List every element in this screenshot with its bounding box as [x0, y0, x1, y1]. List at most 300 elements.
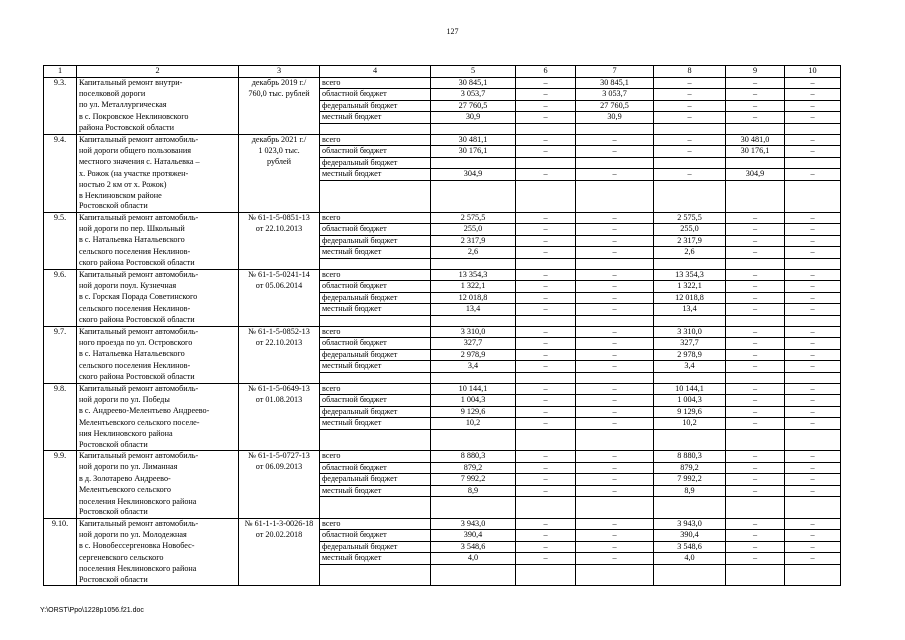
- value-cell: [785, 315, 841, 326]
- value-cell: [516, 315, 576, 326]
- value-cell: [576, 180, 654, 191]
- object-description: Капитальный ремонт внутри-: [77, 77, 239, 89]
- table-row: [44, 224, 841, 236]
- document-reference: [239, 553, 320, 565]
- funding-source: всего: [320, 451, 431, 463]
- funding-source: [320, 372, 431, 383]
- value-cell: –: [785, 77, 841, 89]
- funding-source: всего: [320, 77, 431, 89]
- value-cell: [654, 157, 726, 169]
- value-cell: 7 992,2: [431, 474, 516, 486]
- table-row: [44, 518, 841, 530]
- document-reference: [239, 258, 320, 269]
- item-number: [44, 429, 77, 440]
- value-cell: –: [576, 134, 654, 146]
- value-cell: –: [785, 383, 841, 395]
- funding-source: [320, 497, 431, 508]
- value-cell: –: [516, 383, 576, 395]
- table-row: [44, 100, 841, 112]
- item-number: [44, 89, 77, 101]
- item-number: [44, 201, 77, 212]
- object-description: Мелентьевского сельского поселе-: [77, 418, 239, 430]
- value-cell: [785, 372, 841, 383]
- value-cell: 3 053,7: [576, 89, 654, 101]
- item-number: [44, 304, 77, 316]
- document-reference: 1 023,0 тыс.: [239, 146, 320, 158]
- value-cell: [785, 180, 841, 191]
- value-cell: [431, 157, 516, 169]
- value-cell: 3 053,7: [431, 89, 516, 101]
- value-cell: –: [516, 89, 576, 101]
- item-number: 9.3.: [44, 77, 77, 89]
- object-description: Ростовской области: [77, 440, 239, 451]
- value-cell: –: [576, 518, 654, 530]
- object-description: Капитальный ремонт автомобиль-: [77, 134, 239, 146]
- value-cell: [516, 507, 576, 518]
- document-reference: от 20.02.2018: [239, 530, 320, 542]
- funding-source: областной бюджет: [320, 146, 431, 158]
- value-cell: –: [516, 553, 576, 565]
- value-cell: –: [654, 100, 726, 112]
- value-cell: 10 144,1: [431, 383, 516, 395]
- value-cell: [654, 575, 726, 586]
- table-row: [44, 191, 841, 202]
- value-cell: 13 354,3: [431, 269, 516, 281]
- value-cell: 10,2: [431, 418, 516, 430]
- value-cell: 27 760,5: [431, 100, 516, 112]
- value-cell: [785, 440, 841, 451]
- item-number: [44, 191, 77, 202]
- value-cell: 1 004,3: [654, 395, 726, 407]
- item-number: 9.5.: [44, 212, 77, 224]
- funding-source: всего: [320, 269, 431, 281]
- value-cell: [785, 201, 841, 212]
- value-cell: –: [726, 235, 785, 247]
- value-cell: [431, 201, 516, 212]
- value-cell: [785, 564, 841, 575]
- item-number: [44, 372, 77, 383]
- object-description: ной дороги по ул. Лиманная: [77, 462, 239, 474]
- file-path-footer: Y:\ORST\Ppo\1228p1056.f21.doc: [40, 607, 144, 614]
- funding-source: местный бюджет: [320, 169, 431, 181]
- document-reference: № 61-1-5-0852-13: [239, 326, 320, 338]
- document-reference: 760,0 тыс. рублей: [239, 89, 320, 101]
- value-cell: –: [785, 451, 841, 463]
- column-number-1: 1: [44, 66, 77, 78]
- value-cell: –: [726, 361, 785, 373]
- value-cell: [516, 157, 576, 169]
- item-number: [44, 281, 77, 293]
- value-cell: –: [576, 395, 654, 407]
- value-cell: –: [785, 530, 841, 542]
- value-cell: –: [576, 462, 654, 474]
- object-description: Капитальный ремонт автомобиль-: [77, 383, 239, 395]
- value-cell: –: [726, 281, 785, 293]
- funding-source: местный бюджет: [320, 553, 431, 565]
- value-cell: –: [576, 530, 654, 542]
- value-cell: –: [726, 100, 785, 112]
- funding-source: областной бюджет: [320, 89, 431, 101]
- value-cell: –: [785, 338, 841, 350]
- funding-source: местный бюджет: [320, 361, 431, 373]
- value-cell: –: [785, 361, 841, 373]
- value-cell: –: [785, 474, 841, 486]
- budget-table: [43, 65, 841, 586]
- value-cell: –: [576, 485, 654, 497]
- value-cell: [654, 258, 726, 269]
- item-number: [44, 406, 77, 418]
- value-cell: 30 176,1: [726, 146, 785, 158]
- object-description: ной дороги общего пользования: [77, 146, 239, 158]
- value-cell: 30,9: [431, 112, 516, 124]
- item-number: [44, 395, 77, 407]
- funding-source: федеральный бюджет: [320, 157, 431, 169]
- value-cell: –: [726, 553, 785, 565]
- value-cell: 10,2: [654, 418, 726, 430]
- value-cell: –: [516, 212, 576, 224]
- value-cell: –: [516, 281, 576, 293]
- value-cell: –: [516, 134, 576, 146]
- value-cell: –: [726, 349, 785, 361]
- item-number: [44, 440, 77, 451]
- value-cell: –: [654, 146, 726, 158]
- column-number-5: 5: [431, 66, 516, 78]
- item-number: [44, 180, 77, 191]
- value-cell: –: [516, 338, 576, 350]
- table-row: [44, 169, 841, 181]
- table-header-row: [44, 66, 841, 78]
- value-cell: –: [726, 518, 785, 530]
- table-row: [44, 112, 841, 124]
- document-reference: декабрь 2021 г./: [239, 134, 320, 146]
- funding-source: местный бюджет: [320, 112, 431, 124]
- item-number: 9.6.: [44, 269, 77, 281]
- value-cell: 3 310,0: [431, 326, 516, 338]
- value-cell: –: [516, 169, 576, 181]
- column-number-6: 6: [516, 66, 576, 78]
- value-cell: [516, 440, 576, 451]
- value-cell: –: [654, 112, 726, 124]
- funding-source: областной бюджет: [320, 462, 431, 474]
- document-reference: [239, 247, 320, 259]
- table-row: [44, 77, 841, 89]
- table-row: [44, 123, 841, 134]
- value-cell: [431, 507, 516, 518]
- value-cell: [516, 201, 576, 212]
- value-cell: 2 978,9: [431, 349, 516, 361]
- value-cell: –: [785, 292, 841, 304]
- value-cell: –: [785, 406, 841, 418]
- object-description: в с. Натальевка Натальевского: [77, 235, 239, 247]
- object-description: в с. Натальевка Натальевского: [77, 349, 239, 361]
- value-cell: 2,6: [654, 247, 726, 259]
- document-reference: [239, 507, 320, 518]
- value-cell: –: [516, 451, 576, 463]
- value-cell: [726, 315, 785, 326]
- item-number: 9.4.: [44, 134, 77, 146]
- value-cell: –: [785, 395, 841, 407]
- value-cell: [654, 507, 726, 518]
- table-row: [44, 292, 841, 304]
- table-row: [44, 157, 841, 169]
- item-number: [44, 349, 77, 361]
- value-cell: 3 548,6: [431, 541, 516, 553]
- column-number-4: 4: [320, 66, 431, 78]
- object-description: Капитальный ремонт автомобиль-: [77, 518, 239, 530]
- item-number: [44, 361, 77, 373]
- value-cell: [654, 440, 726, 451]
- table-row: [44, 541, 841, 553]
- value-cell: –: [576, 451, 654, 463]
- table-row: [44, 326, 841, 338]
- value-cell: –: [785, 269, 841, 281]
- value-cell: [654, 201, 726, 212]
- table-row: [44, 429, 841, 440]
- value-cell: 2 317,9: [654, 235, 726, 247]
- value-cell: –: [726, 247, 785, 259]
- value-cell: 13 354,3: [654, 269, 726, 281]
- document-reference: [239, 564, 320, 575]
- item-number: [44, 564, 77, 575]
- table-row: [44, 258, 841, 269]
- object-description: в с. Новобессергеновка Новобес-: [77, 541, 239, 553]
- value-cell: –: [576, 292, 654, 304]
- item-number: [44, 507, 77, 518]
- document-reference: [239, 541, 320, 553]
- value-cell: 879,2: [431, 462, 516, 474]
- funding-source: [320, 440, 431, 451]
- table-row: [44, 361, 841, 373]
- object-description: Ростовской области: [77, 201, 239, 212]
- document-reference: декабрь 2019 г./: [239, 77, 320, 89]
- value-cell: 4,0: [654, 553, 726, 565]
- table-row: [44, 338, 841, 350]
- value-cell: –: [576, 269, 654, 281]
- funding-source: всего: [320, 134, 431, 146]
- object-description: местного значения с. Натальевка –: [77, 157, 239, 169]
- value-cell: 3 548,6: [654, 541, 726, 553]
- value-cell: –: [785, 462, 841, 474]
- document-reference: № 61-1-1-3-0026-18: [239, 518, 320, 530]
- document-reference: рублей: [239, 157, 320, 169]
- table-row: [44, 440, 841, 451]
- item-number: [44, 462, 77, 474]
- value-cell: 10 144,1: [654, 383, 726, 395]
- document-reference: [239, 418, 320, 430]
- value-cell: [654, 180, 726, 191]
- item-number: [44, 169, 77, 181]
- value-cell: –: [576, 224, 654, 236]
- value-cell: [516, 372, 576, 383]
- object-description: сельского поселения Неклинов-: [77, 247, 239, 259]
- value-cell: –: [576, 281, 654, 293]
- value-cell: –: [785, 541, 841, 553]
- value-cell: [576, 564, 654, 575]
- value-cell: [431, 191, 516, 202]
- table-row: [44, 281, 841, 293]
- object-description: Мелентьевского сельского: [77, 485, 239, 497]
- item-number: [44, 100, 77, 112]
- value-cell: [576, 440, 654, 451]
- value-cell: 9 129,6: [654, 406, 726, 418]
- value-cell: 879,2: [654, 462, 726, 474]
- document-reference: [239, 440, 320, 451]
- value-cell: [726, 372, 785, 383]
- value-cell: 8 880,3: [431, 451, 516, 463]
- object-description: сельского поселения Неклинов-: [77, 304, 239, 316]
- value-cell: [785, 258, 841, 269]
- document-reference: № 61-1-5-0241-14: [239, 269, 320, 281]
- value-cell: –: [576, 146, 654, 158]
- funding-source: [320, 564, 431, 575]
- value-cell: 1 322,1: [431, 281, 516, 293]
- object-description: Ростовской области: [77, 575, 239, 586]
- value-cell: –: [576, 406, 654, 418]
- object-description: ского района Ростовской области: [77, 372, 239, 383]
- item-number: [44, 315, 77, 326]
- document-reference: от 01.08.2013: [239, 395, 320, 407]
- value-cell: 4,0: [431, 553, 516, 565]
- value-cell: [516, 497, 576, 508]
- table-row: [44, 395, 841, 407]
- value-cell: [431, 497, 516, 508]
- value-cell: 327,7: [654, 338, 726, 350]
- value-cell: –: [576, 541, 654, 553]
- table-row: [44, 485, 841, 497]
- table-row: [44, 89, 841, 101]
- funding-source: федеральный бюджет: [320, 292, 431, 304]
- table-row: [44, 406, 841, 418]
- value-cell: [785, 507, 841, 518]
- value-cell: 30 176,1: [431, 146, 516, 158]
- value-cell: –: [726, 383, 785, 395]
- object-description: Капитальный ремонт автомобиль-: [77, 212, 239, 224]
- value-cell: [654, 191, 726, 202]
- item-number: [44, 541, 77, 553]
- item-number: [44, 497, 77, 508]
- value-cell: [726, 123, 785, 134]
- table-row: [44, 269, 841, 281]
- value-cell: –: [516, 269, 576, 281]
- value-cell: [726, 157, 785, 169]
- funding-source: местный бюджет: [320, 485, 431, 497]
- value-cell: –: [726, 338, 785, 350]
- value-cell: –: [785, 553, 841, 565]
- item-number: [44, 112, 77, 124]
- value-cell: [785, 429, 841, 440]
- value-cell: –: [726, 530, 785, 542]
- funding-source: всего: [320, 518, 431, 530]
- value-cell: –: [654, 134, 726, 146]
- value-cell: –: [576, 361, 654, 373]
- funding-source: [320, 507, 431, 518]
- object-description: в Неклиновском районе: [77, 191, 239, 202]
- value-cell: [785, 123, 841, 134]
- item-number: [44, 247, 77, 259]
- value-cell: –: [516, 224, 576, 236]
- value-cell: 2 978,9: [654, 349, 726, 361]
- funding-source: областной бюджет: [320, 395, 431, 407]
- value-cell: –: [576, 212, 654, 224]
- document-reference: от 22.10.2013: [239, 338, 320, 350]
- object-description: Капитальный ремонт автомобиль-: [77, 326, 239, 338]
- table-row: [44, 474, 841, 486]
- funding-source: федеральный бюджет: [320, 100, 431, 112]
- funding-source: [320, 123, 431, 134]
- document-reference: [239, 497, 320, 508]
- value-cell: –: [516, 292, 576, 304]
- item-number: [44, 157, 77, 169]
- funding-source: [320, 180, 431, 191]
- value-cell: –: [516, 247, 576, 259]
- value-cell: –: [726, 304, 785, 316]
- document-reference: от 22.10.2013: [239, 224, 320, 236]
- value-cell: [516, 180, 576, 191]
- funding-source: областной бюджет: [320, 281, 431, 293]
- value-cell: –: [516, 349, 576, 361]
- value-cell: 2,6: [431, 247, 516, 259]
- item-number: [44, 575, 77, 586]
- document-reference: [239, 180, 320, 191]
- object-description: поселковой дороги: [77, 89, 239, 101]
- table-row: [44, 418, 841, 430]
- value-cell: 3 943,0: [654, 518, 726, 530]
- item-number: [44, 553, 77, 565]
- table-row: [44, 315, 841, 326]
- value-cell: [431, 315, 516, 326]
- object-description: ния Неклиновского района: [77, 429, 239, 440]
- document-reference: [239, 349, 320, 361]
- funding-source: всего: [320, 326, 431, 338]
- value-cell: 30 845,1: [431, 77, 516, 89]
- document-reference: [239, 485, 320, 497]
- table-row: [44, 575, 841, 586]
- value-cell: [516, 429, 576, 440]
- object-description: сергеневского сельского: [77, 553, 239, 565]
- table-row: [44, 462, 841, 474]
- object-description: ского района Ростовской области: [77, 258, 239, 269]
- value-cell: 13,4: [431, 304, 516, 316]
- value-cell: –: [576, 474, 654, 486]
- funding-source: всего: [320, 383, 431, 395]
- value-cell: –: [785, 418, 841, 430]
- funding-source: местный бюджет: [320, 304, 431, 316]
- value-cell: [785, 157, 841, 169]
- value-cell: –: [726, 462, 785, 474]
- value-cell: [431, 564, 516, 575]
- value-cell: –: [726, 395, 785, 407]
- value-cell: –: [785, 485, 841, 497]
- value-cell: [431, 372, 516, 383]
- value-cell: –: [576, 418, 654, 430]
- value-cell: [654, 372, 726, 383]
- object-description: Капитальный ремонт автомобиль-: [77, 269, 239, 281]
- column-number-2: 2: [77, 66, 239, 78]
- value-cell: –: [726, 485, 785, 497]
- document-reference: [239, 292, 320, 304]
- object-description: Ростовской области: [77, 507, 239, 518]
- value-cell: [576, 157, 654, 169]
- value-cell: [431, 575, 516, 586]
- value-cell: [785, 497, 841, 508]
- value-cell: [785, 191, 841, 202]
- value-cell: [654, 123, 726, 134]
- value-cell: 3 310,0: [654, 326, 726, 338]
- value-cell: 7 992,2: [654, 474, 726, 486]
- funding-source: [320, 315, 431, 326]
- table-row: [44, 553, 841, 565]
- object-description: в д. Золотарево Андреево-: [77, 474, 239, 486]
